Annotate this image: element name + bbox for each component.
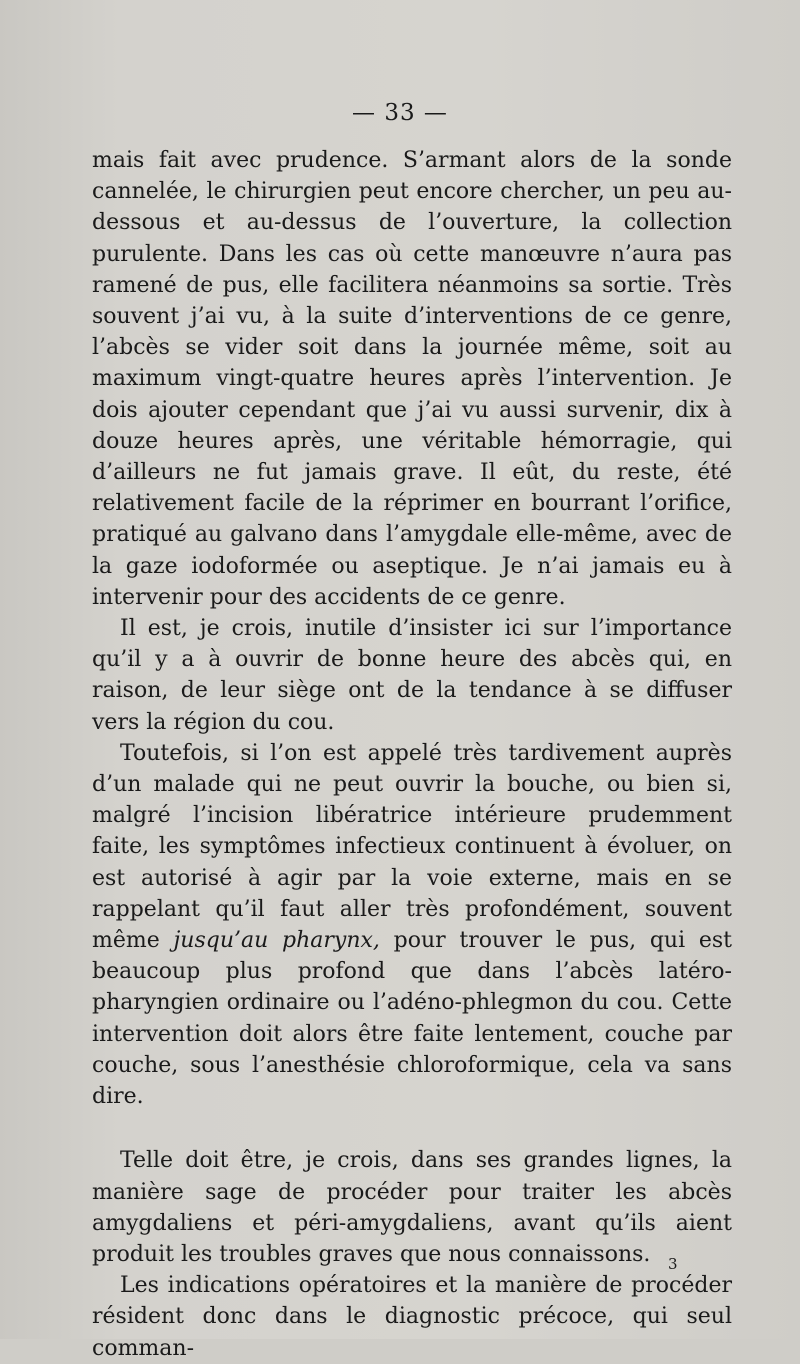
paragraph: Il est, je crois, inutile d’insister ici sur l’importance qu’il y a à ouvrir de bonne heure des abcès qui, en raison, de leur siège ont de la tendance à se diffuser vers la région du cou. (92, 616, 732, 735)
paragraph: Telle doit être, je crois, dans ses grandes lignes, la manière sage de procéder pour traiter les abcès amygdaliens et péri-amygdaliens, avant qu’ils aient produit les troubles graves que nous connaissons. (92, 1148, 732, 1267)
paragraph-text: pour trouver le pus, qui est beaucoup plus profond que dans l’abcès latéro-pharyngien ordinaire ou l’adéno-phlegmon du cou. Cette intervention doit alors être faite lentement, couche par couche, sous l’anesthésie chloroformique, cela va sans dire. (92, 928, 732, 1110)
paragraph-text: Toutefois, si l’on est appelé très tardivement auprès d’un malade qui ne peut ouvrir la bouche, ou bien si, malgré l’incision libératrice intérieure prudemment faite, les symptômes infectieux continuent à évoluer, on est autorisé à agir par la voie externe, mais en se rappelant qu’il faut aller très profondément, souvent même (92, 740, 732, 954)
italic-emphasis: jusqu’au pharynx, (173, 928, 380, 954)
section-gap (92, 1112, 732, 1145)
paragraph: Les indications opératoires et la manière de procéder résident donc dans le diagnostic précoce, qui seul comman- (92, 1273, 732, 1361)
body-text (92, 145, 732, 1364)
paragraph: mais fait avec prudence. S’armant alors de la sonde cannelée, le chirurgien peut encore chercher, un peu au-dessous et au-dessus de l’ouverture, la collection purulente. Dans les cas où cette manœuvre n’aura pas ramené de pus, elle facilitera néanmoins sa sortie. Très souvent j’ai vu, à la suite d’interventions de ce genre, l’abcès se vider soit dans la journée même, soit au maximum vingt-quatre heures après l’intervention. Je dois ajouter cependant que j’ai vu aussi survenir, dix à douze heures après, une véritable hémorragie, qui d’ailleurs ne fut jamais grave. Il eût, du reste, été relativement facile de la réprimer en bourrant l’orifice, pratiqué au galvano dans l’amygdale elle-même, avec de la gaze iodoformée ou aseptique. Je n’ai jamais eu à intervenir pour des accidents de ce genre. (92, 148, 732, 610)
page-number: — 33 — (352, 100, 448, 126)
paragraph (92, 738, 732, 1112)
signature-mark: 3 (668, 1255, 678, 1273)
